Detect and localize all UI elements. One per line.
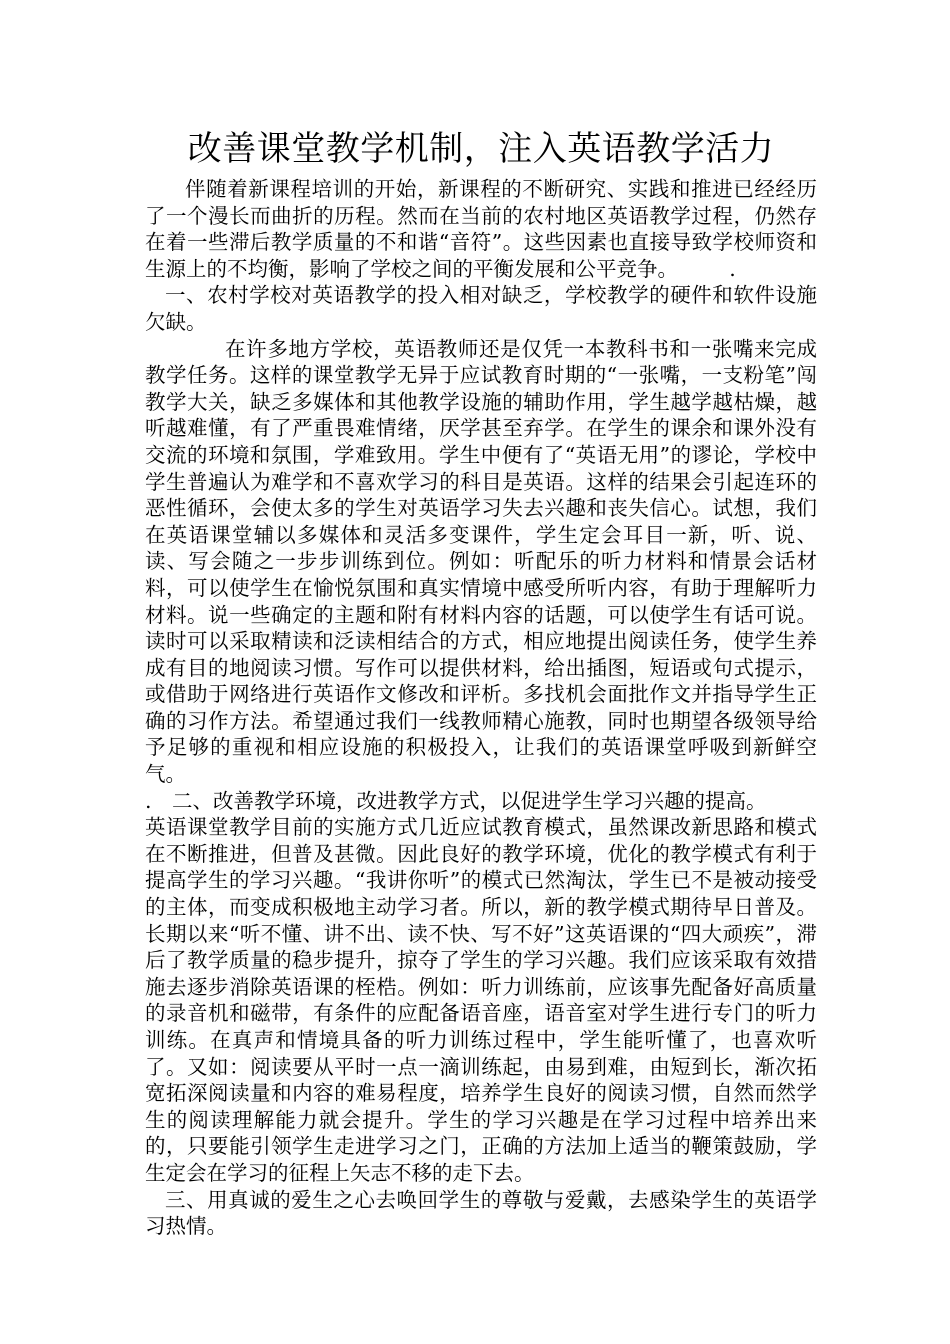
section-heading-1: 一、农村学校对英语教学的投入相对缺乏，学校教学的硬件和软件设施欠缺。 <box>145 283 817 334</box>
section-body-2: 英语课堂教学目前的实施方式几近应试教育模式，虽然课改新思路和模式在不断推进，但普及甚微。因此良好的教学环境，优化的教学模式有利于提高学生的学习兴趣。“我讲你听”的模式已然淘汰，学生已不是被动接受的主体，而变成积极地主动学习者。所以，新的教学模式期待早日普及。长期以来“听不懂、讲不出、读不快、写不好”这英语课的“四大顽疾”，滞后了教学质量的稳步提升，掠夺了学生的学习兴趣。我们应该采取有效措施去逐步消除英语课的桎梏。例如：听力训练前，应该事先配备好高质量的录音机和磁带，有条件的应配备语音座，语音室对学生进行专门的听力训练。在真声和情境具备的听力训练过程中，学生能听懂了，也喜欢听了。又如：阅读要从平时一点一滴训练起，由易到难，由短到长，渐次拓宽拓深阅读量和内容的难易程度，培养学生良好的阅读习惯，自然而然学生的阅读理解能力就会提升。学生的学习兴趣是在学习过程中培养出来的，只要能引领学生走进学习之门，正确的方法加上适当的鞭策鼓励，学生定会在学习的征程上矢志不移的走下去。 <box>145 815 817 1185</box>
document-page <box>145 128 817 1308</box>
section-body-1: 在许多地方学校，英语教师还是仅凭一本教科书和一张嘴来完成教学任务。这样的课堂教学无异于应试教育时期的“一张嘴，一支粉笔”闯教学大关，缺乏多媒体和其他教学设施的辅助作用，学生越学越枯燥，越听越难懂，有了严重畏难情绪，厌学甚至弃学。在学生的课余和课外没有交流的环境和氛围，学难致用。学生中便有了“英语无用”的谬论，学校中学生普遍认为难学和不喜欢学习的科目是英语。这样的结果会引起连环的恶性循环，会使太多的学生对英语学习失去兴趣和丧失信心。试想，我们在英语课堂辅以多媒体和灵活多变课件，学生定会耳目一新，听、说、读、写会随之一步步训练到位。例如：听配乐的听力材料和情景会话材料，可以使学生在愉悦氛围和真实情境中感受所听内容，有助于理解听力材料。说一些确定的主题和附有材料内容的话题，可以使学生有话可说。读时可以采取精读和泛读相结合的方式，相应地提出阅读任务，使学生养成有目的地阅读习惯。写作可以提供材料，给出插图，短语或句式提示，或借助于网络进行英语作文修改和评析。多找机会面批作文并指导学生正确的习作方法。希望通过我们一线教师精心施教，同时也期望各级领导给予足够的重视和相应设施的积极投入，让我们的英语课堂呼吸到新鲜空气。 <box>145 336 817 787</box>
section-heading-2: . 二、改善教学环境，改进教学方式，以促进学生学习兴趣的提高。 <box>145 788 767 813</box>
document-body <box>145 176 817 1240</box>
section-heading-3: 三、用真诚的爱生之心去唤回学生的尊敬与爱戴，去感染学生的英语学习热情。 <box>145 1187 817 1239</box>
document-title: 改善课堂教学机制，注入英语教学活力 <box>187 129 775 169</box>
intro-paragraph: 伴随着新课程培训的开始，新课程的不断研究、实践和推进已经经历了一个漫长而曲折的历程。然而在当前的农村地区英语教学过程，仍然存在着一些滞后教学质量的不和谐“音符”。这些因素也直接导致学校师资和生源上的不均衡，影响了学校之间的平衡发展和公平竞争。 . <box>145 177 817 281</box>
